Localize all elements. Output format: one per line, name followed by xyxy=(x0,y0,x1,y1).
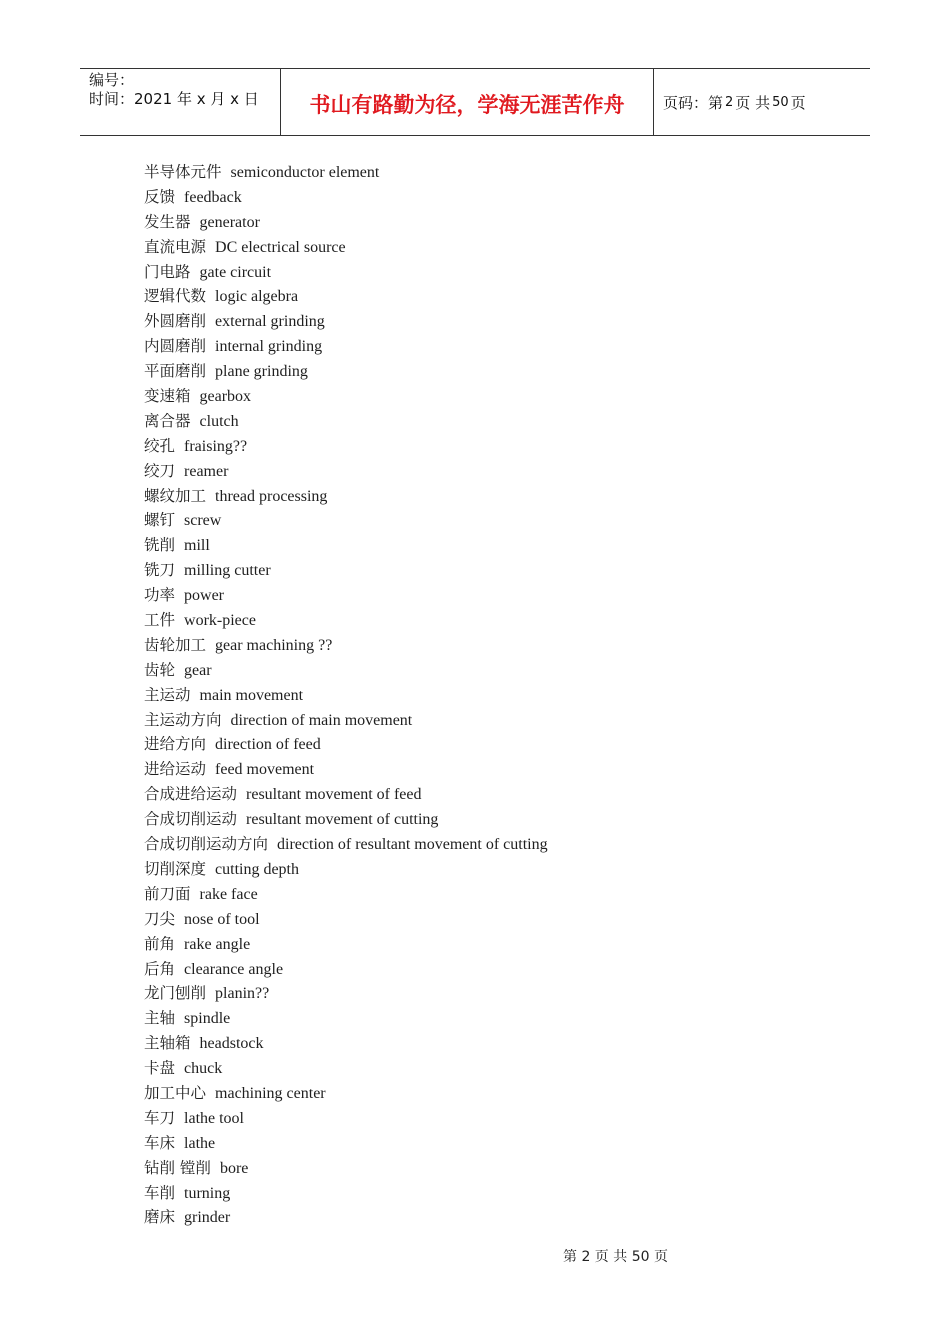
glossary-entry xyxy=(144,1131,548,1156)
glossary-entry xyxy=(144,683,548,708)
term-english: resultant movement of cutting xyxy=(246,811,439,829)
term-english: grinder xyxy=(184,1209,231,1227)
term-english: headstock xyxy=(199,1035,264,1053)
term-chinese: 主轴 xyxy=(144,1009,176,1028)
term-chinese: 平面磨削 xyxy=(144,362,207,381)
page-mid: 页 共 xyxy=(735,93,771,112)
term-english: generator xyxy=(199,213,260,231)
term-english: nose of tool xyxy=(184,910,260,928)
term-chinese: 铣刀 xyxy=(144,561,176,580)
glossary-entry xyxy=(144,1205,548,1230)
term-english: gear machining ?? xyxy=(215,636,333,654)
term-chinese: 铣削 xyxy=(144,536,176,555)
glossary-entry xyxy=(144,608,548,633)
glossary-entry xyxy=(144,210,548,235)
term-chinese: 前刀面 xyxy=(144,884,191,903)
glossary-list xyxy=(144,160,548,1230)
glossary-entry xyxy=(144,658,548,683)
term-chinese: 变速箱 xyxy=(144,387,191,406)
term-chinese: 齿轮 xyxy=(144,660,176,679)
page-total: 50 xyxy=(772,94,789,110)
glossary-entry xyxy=(144,708,548,733)
term-english: gate circuit xyxy=(199,263,272,281)
term-english: gear xyxy=(184,661,212,679)
term-english: lathe tool xyxy=(184,1109,244,1127)
glossary-entry xyxy=(144,981,548,1006)
term-chinese: 车刀 xyxy=(144,1108,176,1127)
term-english: clutch xyxy=(199,412,239,430)
term-english: spindle xyxy=(184,1010,231,1028)
page-header xyxy=(80,68,870,136)
term-english: gearbox xyxy=(199,388,252,406)
term-chinese: 磨床 xyxy=(144,1208,176,1227)
glossary-entry xyxy=(144,1056,548,1081)
term-english: turning xyxy=(184,1184,231,1202)
term-english: power xyxy=(184,587,224,605)
term-chinese: 进给方向 xyxy=(144,735,207,754)
term-english: mill xyxy=(184,537,210,555)
glossary-entry xyxy=(144,235,548,260)
glossary-entry xyxy=(144,1031,548,1056)
term-english: planin?? xyxy=(215,985,270,1003)
date-label: 时间：2021 年 x 月 x 日 xyxy=(89,90,259,108)
glossary-entry xyxy=(144,284,548,309)
glossary-entry xyxy=(144,384,548,409)
header-page-info xyxy=(654,69,870,135)
glossary-entry xyxy=(144,907,548,932)
page-footer: 第 2 页 共 50 页 xyxy=(563,1249,668,1265)
term-chinese: 齿轮加工 xyxy=(144,635,207,654)
term-chinese: 加工中心 xyxy=(144,1083,207,1102)
term-chinese: 主运动 xyxy=(144,685,191,704)
glossary-entry xyxy=(144,832,548,857)
term-chinese: 外圆磨削 xyxy=(144,312,207,331)
term-english: screw xyxy=(184,512,222,530)
term-chinese: 合成进给运动 xyxy=(144,785,238,804)
glossary-entry xyxy=(144,409,548,434)
term-english: machining center xyxy=(215,1084,326,1102)
term-english: semiconductor element xyxy=(230,164,380,181)
glossary-entry xyxy=(144,857,548,882)
term-chinese: 离合器 xyxy=(144,411,191,430)
term-chinese: 螺纹加工 xyxy=(144,486,207,505)
term-chinese: 卡盘 xyxy=(144,1059,176,1078)
term-english: work-piece xyxy=(184,612,256,630)
term-chinese: 螺钉 xyxy=(144,511,176,530)
page-number: 2 xyxy=(725,94,734,110)
glossary-entry xyxy=(144,434,548,459)
term-chinese: 发生器 xyxy=(144,212,191,231)
glossary-entry xyxy=(144,957,548,982)
glossary-entry xyxy=(144,533,548,558)
term-english: bore xyxy=(219,1159,249,1177)
term-english: clearance angle xyxy=(184,960,284,978)
term-chinese: 绞孔 xyxy=(144,436,176,455)
term-chinese: 反馈 xyxy=(144,187,176,206)
term-chinese: 车削 xyxy=(144,1183,176,1202)
term-chinese: 龙门刨削 xyxy=(144,984,207,1003)
term-chinese: 切削深度 xyxy=(144,859,207,878)
page-prefix: 页码：第 xyxy=(663,93,724,112)
term-chinese: 逻辑代数 xyxy=(144,287,207,306)
term-english: DC electrical source xyxy=(215,238,346,256)
glossary-entry xyxy=(144,484,548,509)
glossary-entry xyxy=(144,185,548,210)
page-suffix: 页 xyxy=(790,93,806,112)
term-chinese: 合成切削运动方向 xyxy=(144,835,269,854)
glossary-entry xyxy=(144,334,548,359)
term-chinese: 车床 xyxy=(144,1133,176,1152)
serial-number-label: 编号： xyxy=(89,71,135,89)
term-english: reamer xyxy=(184,462,229,480)
glossary-entry xyxy=(144,1006,548,1031)
term-chinese: 门电路 xyxy=(144,262,191,281)
term-english: direction of main movement xyxy=(230,711,413,729)
term-english: lathe xyxy=(184,1134,216,1152)
term-english: plane grinding xyxy=(215,363,308,381)
glossary-entry xyxy=(144,459,548,484)
term-chinese: 钻削 镗削 xyxy=(144,1158,211,1177)
header-meta xyxy=(80,69,281,135)
glossary-entry xyxy=(144,359,548,384)
term-english: direction of feed xyxy=(215,736,321,754)
glossary-entry xyxy=(144,309,548,334)
term-chinese: 合成切削运动 xyxy=(144,810,238,829)
glossary-entry xyxy=(144,1081,548,1106)
term-english: logic algebra xyxy=(215,288,299,306)
glossary-entry xyxy=(144,1181,548,1206)
term-english: cutting depth xyxy=(215,860,299,878)
glossary-entry xyxy=(144,558,548,583)
term-chinese: 后角 xyxy=(144,959,176,978)
term-english: chuck xyxy=(184,1060,223,1078)
header-motto: 书山有路勤为径，学海无涯苦作舟 xyxy=(281,69,654,135)
term-english: rake face xyxy=(199,885,258,903)
term-chinese: 进给运动 xyxy=(144,760,207,779)
term-english: feedback xyxy=(184,188,242,206)
term-chinese: 功率 xyxy=(144,586,176,605)
term-english: fraising?? xyxy=(184,437,248,455)
glossary-entry xyxy=(144,1106,548,1131)
term-chinese: 工件 xyxy=(144,611,176,630)
term-chinese: 绞刀 xyxy=(144,461,176,480)
glossary-entry xyxy=(144,160,548,185)
term-chinese: 直流电源 xyxy=(144,237,207,256)
term-english: internal grinding xyxy=(215,338,323,356)
term-chinese: 刀尖 xyxy=(144,909,176,928)
term-chinese: 半导体元件 xyxy=(144,163,222,181)
glossary-entry xyxy=(144,508,548,533)
term-english: feed movement xyxy=(215,761,315,779)
glossary-entry xyxy=(144,583,548,608)
term-english: main movement xyxy=(199,686,304,704)
glossary-entry xyxy=(144,633,548,658)
term-chinese: 内圆磨削 xyxy=(144,337,207,356)
glossary-entry xyxy=(144,732,548,757)
term-english: external grinding xyxy=(215,313,325,331)
term-english: direction of resultant movement of cutting xyxy=(277,836,548,854)
term-chinese: 主轴箱 xyxy=(144,1034,191,1053)
term-english: rake angle xyxy=(184,935,251,953)
glossary-entry xyxy=(144,260,548,285)
term-english: milling cutter xyxy=(184,562,271,580)
glossary-entry xyxy=(144,757,548,782)
glossary-entry xyxy=(144,932,548,957)
glossary-entry xyxy=(144,807,548,832)
glossary-entry xyxy=(144,782,548,807)
term-chinese: 主运动方向 xyxy=(144,710,222,729)
term-chinese: 前角 xyxy=(144,934,176,953)
term-english: resultant movement of feed xyxy=(246,786,422,804)
term-english: thread processing xyxy=(215,487,328,505)
glossary-entry xyxy=(144,882,548,907)
glossary-entry xyxy=(144,1156,548,1181)
